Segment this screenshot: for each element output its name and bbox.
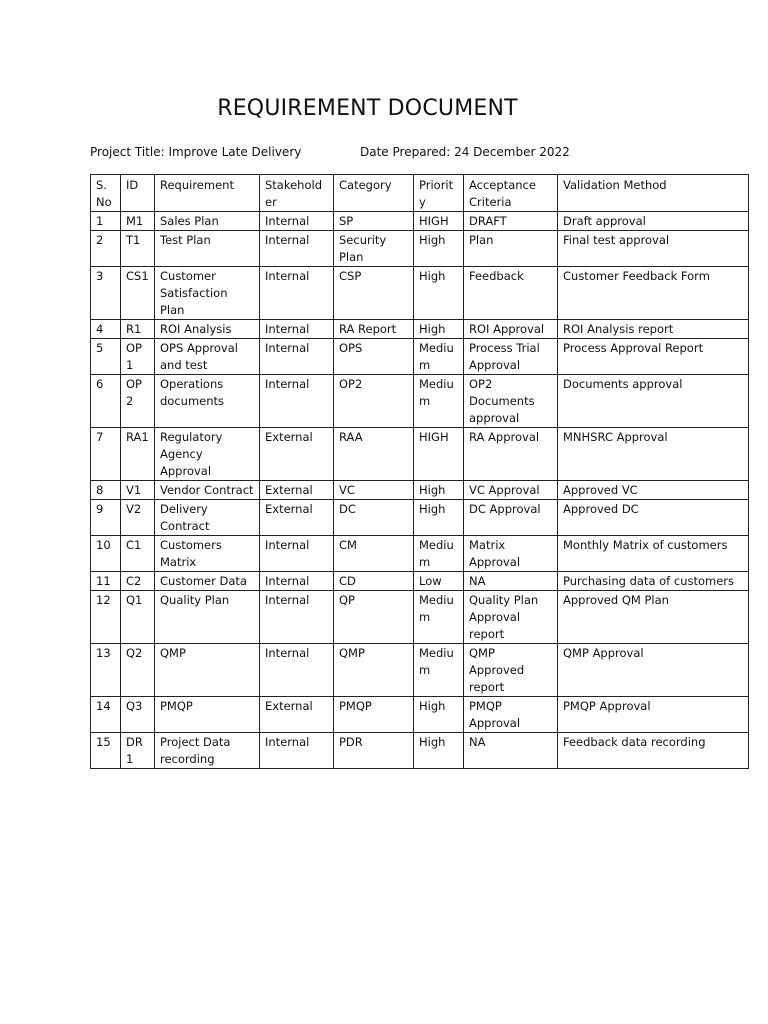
cell-sno: 8: [91, 481, 121, 500]
cell-stakeholder: Internal: [260, 572, 334, 591]
cell-id: T1: [121, 231, 155, 267]
cell-category: OPS: [334, 339, 414, 375]
requirements-table: [90, 174, 749, 769]
table-row: [91, 572, 749, 591]
cell-validation-method: Feedback data recording: [558, 733, 749, 769]
project-title: Project Title: Improve Late Delivery: [90, 145, 302, 159]
cell-category: QP: [334, 591, 414, 644]
cell-validation-method: QMP Approval: [558, 644, 749, 697]
cell-category: RA Report: [334, 320, 414, 339]
cell-id: R1: [121, 320, 155, 339]
table-row: [91, 500, 749, 536]
cell-validation-method: Approved VC: [558, 481, 749, 500]
cell-category: CSP: [334, 267, 414, 320]
cell-id: C2: [121, 572, 155, 591]
cell-priority: High: [414, 500, 464, 536]
cell-requirement: Quality Plan: [155, 591, 260, 644]
cell-requirement: Operations documents: [155, 375, 260, 428]
cell-category: DC: [334, 500, 414, 536]
cell-id: Q1: [121, 591, 155, 644]
cell-category: SP: [334, 212, 414, 231]
table-row: [91, 644, 749, 697]
cell-requirement: Delivery Contract: [155, 500, 260, 536]
cell-sno: 11: [91, 572, 121, 591]
cell-validation-method: ROI Analysis report: [558, 320, 749, 339]
cell-category: PMQP: [334, 697, 414, 733]
cell-stakeholder: Internal: [260, 267, 334, 320]
cell-sno: 12: [91, 591, 121, 644]
cell-acceptance-criteria: Quality Plan Approval report: [464, 591, 558, 644]
cell-sno: 7: [91, 428, 121, 481]
cell-requirement: ROI Analysis: [155, 320, 260, 339]
cell-validation-method: PMQP Approval: [558, 697, 749, 733]
cell-acceptance-criteria: NA: [464, 733, 558, 769]
cell-category: CD: [334, 572, 414, 591]
cell-requirement: Project Data recording: [155, 733, 260, 769]
cell-stakeholder: Internal: [260, 231, 334, 267]
cell-id: CS1: [121, 267, 155, 320]
cell-acceptance-criteria: Plan: [464, 231, 558, 267]
cell-requirement: Test Plan: [155, 231, 260, 267]
table-row: [91, 212, 749, 231]
cell-acceptance-criteria: RA Approval: [464, 428, 558, 481]
cell-stakeholder: Internal: [260, 375, 334, 428]
header-id: ID: [121, 175, 155, 212]
header-requirement: Requirement: [155, 175, 260, 212]
cell-priority: HIGH: [414, 212, 464, 231]
cell-validation-method: MNHSRC Approval: [558, 428, 749, 481]
cell-validation-method: Draft approval: [558, 212, 749, 231]
cell-id: Q2: [121, 644, 155, 697]
table-row: [91, 375, 749, 428]
cell-requirement: Customer Satisfaction Plan: [155, 267, 260, 320]
table-row: [91, 733, 749, 769]
document-title: REQUIREMENT DOCUMENT: [217, 96, 518, 121]
cell-acceptance-criteria: PMQP Approval: [464, 697, 558, 733]
cell-sno: 3: [91, 267, 121, 320]
table-row: [91, 339, 749, 375]
cell-priority: Mediu m: [414, 375, 464, 428]
table-row: [91, 536, 749, 572]
table-header: [91, 175, 749, 212]
table-row: [91, 591, 749, 644]
cell-priority: High: [414, 697, 464, 733]
cell-id: OP2: [121, 375, 155, 428]
cell-acceptance-criteria: Feedback: [464, 267, 558, 320]
table-row: [91, 428, 749, 481]
cell-validation-method: Documents approval: [558, 375, 749, 428]
cell-requirement: Regulatory Agency Approval: [155, 428, 260, 481]
cell-acceptance-criteria: DRAFT: [464, 212, 558, 231]
header-priority: Priority: [414, 175, 464, 212]
date-prepared: Date Prepared: 24 December 2022: [360, 145, 570, 159]
header-sno: S.No: [91, 175, 121, 212]
cell-stakeholder: External: [260, 481, 334, 500]
cell-stakeholder: Internal: [260, 733, 334, 769]
cell-id: Q3: [121, 697, 155, 733]
cell-acceptance-criteria: Matrix Approval: [464, 536, 558, 572]
cell-acceptance-criteria: OP2 Documents approval: [464, 375, 558, 428]
table-row: [91, 267, 749, 320]
cell-acceptance-criteria: QMP Approved report: [464, 644, 558, 697]
cell-category: OP2: [334, 375, 414, 428]
cell-id: DR1: [121, 733, 155, 769]
cell-priority: Mediu m: [414, 591, 464, 644]
cell-id: M1: [121, 212, 155, 231]
cell-requirement: PMQP: [155, 697, 260, 733]
cell-category: CM: [334, 536, 414, 572]
cell-sno: 5: [91, 339, 121, 375]
cell-category: QMP: [334, 644, 414, 697]
cell-priority: High: [414, 231, 464, 267]
cell-id: RA1: [121, 428, 155, 481]
cell-priority: HIGH: [414, 428, 464, 481]
cell-sno: 1: [91, 212, 121, 231]
cell-priority: Low: [414, 572, 464, 591]
cell-sno: 4: [91, 320, 121, 339]
cell-sno: 10: [91, 536, 121, 572]
cell-requirement: OPS Approval and test: [155, 339, 260, 375]
cell-requirement: QMP: [155, 644, 260, 697]
cell-acceptance-criteria: VC Approval: [464, 481, 558, 500]
cell-validation-method: Customer Feedback Form: [558, 267, 749, 320]
cell-priority: Mediu m: [414, 339, 464, 375]
cell-priority: High: [414, 320, 464, 339]
cell-sno: 6: [91, 375, 121, 428]
cell-category: PDR: [334, 733, 414, 769]
table-row: [91, 481, 749, 500]
cell-id: C1: [121, 536, 155, 572]
cell-requirement: Sales Plan: [155, 212, 260, 231]
cell-sno: 2: [91, 231, 121, 267]
table-body: [91, 212, 749, 769]
cell-stakeholder: External: [260, 697, 334, 733]
cell-requirement: Customers Matrix: [155, 536, 260, 572]
cell-priority: High: [414, 733, 464, 769]
cell-priority: Mediu m: [414, 536, 464, 572]
cell-priority: Mediu m: [414, 644, 464, 697]
cell-acceptance-criteria: ROI Approval: [464, 320, 558, 339]
cell-category: RAA: [334, 428, 414, 481]
cell-id: V2: [121, 500, 155, 536]
header-validation-method: Validation Method: [558, 175, 749, 212]
cell-validation-method: Monthly Matrix of customers: [558, 536, 749, 572]
cell-category: Security Plan: [334, 231, 414, 267]
header-row: [91, 175, 749, 212]
cell-stakeholder: External: [260, 428, 334, 481]
table-row: [91, 320, 749, 339]
cell-requirement: Customer Data: [155, 572, 260, 591]
table-row: [91, 231, 749, 267]
cell-stakeholder: External: [260, 500, 334, 536]
cell-priority: High: [414, 481, 464, 500]
header-acceptance-criteria: Acceptance Criteria: [464, 175, 558, 212]
cell-priority: High: [414, 267, 464, 320]
cell-requirement: Vendor Contract: [155, 481, 260, 500]
cell-stakeholder: Internal: [260, 644, 334, 697]
cell-stakeholder: Internal: [260, 591, 334, 644]
cell-stakeholder: Internal: [260, 320, 334, 339]
table-row: [91, 697, 749, 733]
cell-stakeholder: Internal: [260, 212, 334, 231]
cell-acceptance-criteria: DC Approval: [464, 500, 558, 536]
cell-sno: 9: [91, 500, 121, 536]
cell-validation-method: Final test approval: [558, 231, 749, 267]
cell-stakeholder: Internal: [260, 339, 334, 375]
cell-sno: 15: [91, 733, 121, 769]
cell-id: V1: [121, 481, 155, 500]
cell-id: OP1: [121, 339, 155, 375]
cell-acceptance-criteria: NA: [464, 572, 558, 591]
header-category: Category: [334, 175, 414, 212]
cell-stakeholder: Internal: [260, 536, 334, 572]
cell-sno: 14: [91, 697, 121, 733]
cell-validation-method: Process Approval Report: [558, 339, 749, 375]
cell-validation-method: Approved QM Plan: [558, 591, 749, 644]
cell-acceptance-criteria: Process Trial Approval: [464, 339, 558, 375]
cell-category: VC: [334, 481, 414, 500]
header-stakeholder: Stakeholder: [260, 175, 334, 212]
cell-validation-method: Approved DC: [558, 500, 749, 536]
cell-sno: 13: [91, 644, 121, 697]
cell-validation-method: Purchasing data of customers: [558, 572, 749, 591]
